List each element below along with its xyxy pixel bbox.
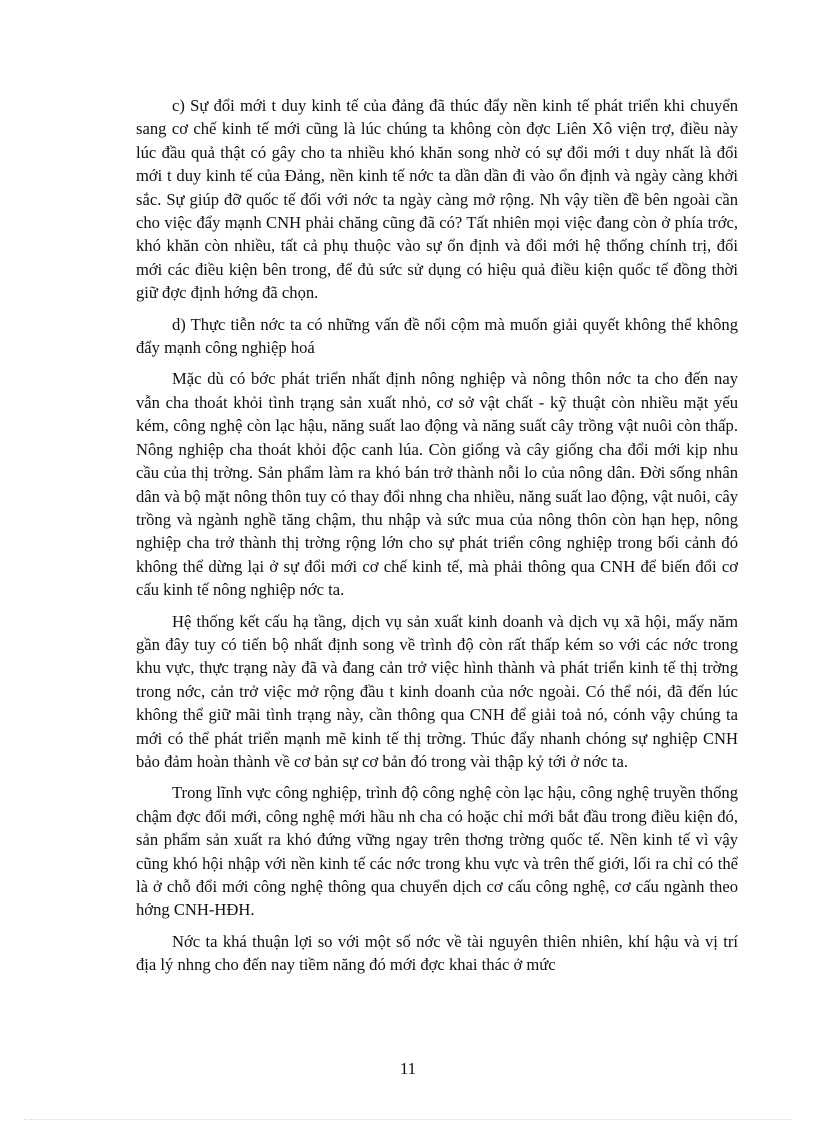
footer-divider (24, 1119, 792, 1120)
page-number: 11 (399, 1059, 417, 1078)
paragraph-foreign-support: c) Sự đổi mới t duy kinh tế của đảng đã thúc đẩy nền kinh tế phát triển khi chuyển sang cơ chế kinh tế mới cũng là lúc chúng ta không còn đợc Liên Xô viện trợ, điều này lúc đầu quả thật có gây cho ta nhiều khó khăn song nhờ có sự đổi mới t duy nhất là đổi mới t duy kinh tế của Đảng, nền kinh tế nớc ta dần dần đi vào ổn định và ngày càng khởi sắc. Sự giúp đỡ quốc tế đối với nớc ta ngày càng mở rộng. Nh vậy tiền đề bên ngoài cần cho việc đẩy mạnh CNH phải chăng cũng đã có? Tất nhiên mọi việc đang còn ở phía trớc, khó khăn còn nhiều, tất cả phụ thuộc vào sự ổn định và đổi mới hệ thống chính trị, đổi mới các điều kiện bên trong, để đủ sức sử dụng có hiệu quả điều kiện quốc tế đồng thời giữ đợc định hớng đã chọn. (136, 96, 738, 303)
paragraph-industry-technology: Trong lĩnh vực công nghiệp, trình độ công nghệ còn lạc hậu, công nghệ truyền thống chậm đợc đổi mới, công nghệ mới hầu nh cha có hoặc chỉ mới bắt đầu trong điều kiện đó, sản phẩm sản xuất ra khó đứng vững ngay trên thơng trờng quốc tế. Nền kinh tế vì vậy cũng khó hội nhập với nền kinh tế các nớc trong khu vực và trên thế giới, lối ra chỉ có thể là ở chỗ đổi mới công nghệ thông qua chuyển dịch cơ cấu công nghệ, cơ cấu ngành theo hớng CNH-HĐH. (136, 783, 738, 920)
paragraph-natural-resources: Nớc ta khá thuận lợi so với một số nớc về tài nguyên thiên nhiên, khí hậu và vị trí địa lý nhng cho đến nay tiềm năng đó mới đợc khai thác ở mức (136, 931, 738, 975)
paragraph-agriculture: Mặc dù có bớc phát triển nhất định nông nghiệp và nông thôn nớc ta cho đến nay vẫn cha thoát khỏi tình trạng sản xuất nhỏ, cơ sở vật chất - kỹ thuật còn nhiều mặt yếu kém, công nghệ còn lạc hậu, năng suất lao động và năng suất cây trồng vật nuôi còn thấp. Nông nghiệp cha thoát khỏi độc canh lúa. Còn giống và cây giống cha đổi mới kịp nhu cầu của thị trờng. Sản phẩm làm ra khó bán trở thành nỗi lo của nông dân. Đời sống nhân dân và bộ mặt nông thôn tuy có thay đổi nhng cha nhiều, năng suất lao động, vật nuôi, cây trồng và ngành nghề tăng chậm, thu nhập và sức mua của nông thôn còn hạn hẹp, nông nghiệp cha trở thành thị trờng rộng lớn cho sự phát triển công nghiệp trong bối cảnh đó không thể dừng lại ở sự đổi mới cơ chế kinh tế, mà phải thông qua CNH để biến đổi cơ cấu kinh tế nông nghiệp nớc ta. (136, 369, 738, 600)
document-body (136, 94, 738, 985)
paragraph-infrastructure: Hệ thống kết cấu hạ tầng, dịch vụ sản xuất kinh doanh và dịch vụ xã hội, mấy năm gần đây tuy có tiến bộ nhất định song về trình độ còn rất thấp kém so với các nớc trong khu vực, thực trạng này đã và đang cản trở việc hình thành và phát triển kinh tế thị trờng trong nớc, cản trở việc mở rộng đầu t kinh doanh của nớc ngoài. Có thể nói, đã đến lúc không thể giữ mãi tình trạng này, cần thông qua CNH để giải toả nó, cónh vậy chúng ta mới có thể phát triển mạnh mẽ kinh tế thị trờng. Thúc đẩy nhanh chóng sự nghiệp CNH bảo đảm hoàn thành về cơ bản sự cơ bản đó trong vài thập kỷ tới ở nớc ta. (136, 611, 738, 771)
paragraph-practical-issues: d) Thực tiễn nớc ta có những vấn đề nổi cộm mà muốn giải quyết không thể không đẩy mạnh công nghiệp hoá (136, 314, 738, 358)
